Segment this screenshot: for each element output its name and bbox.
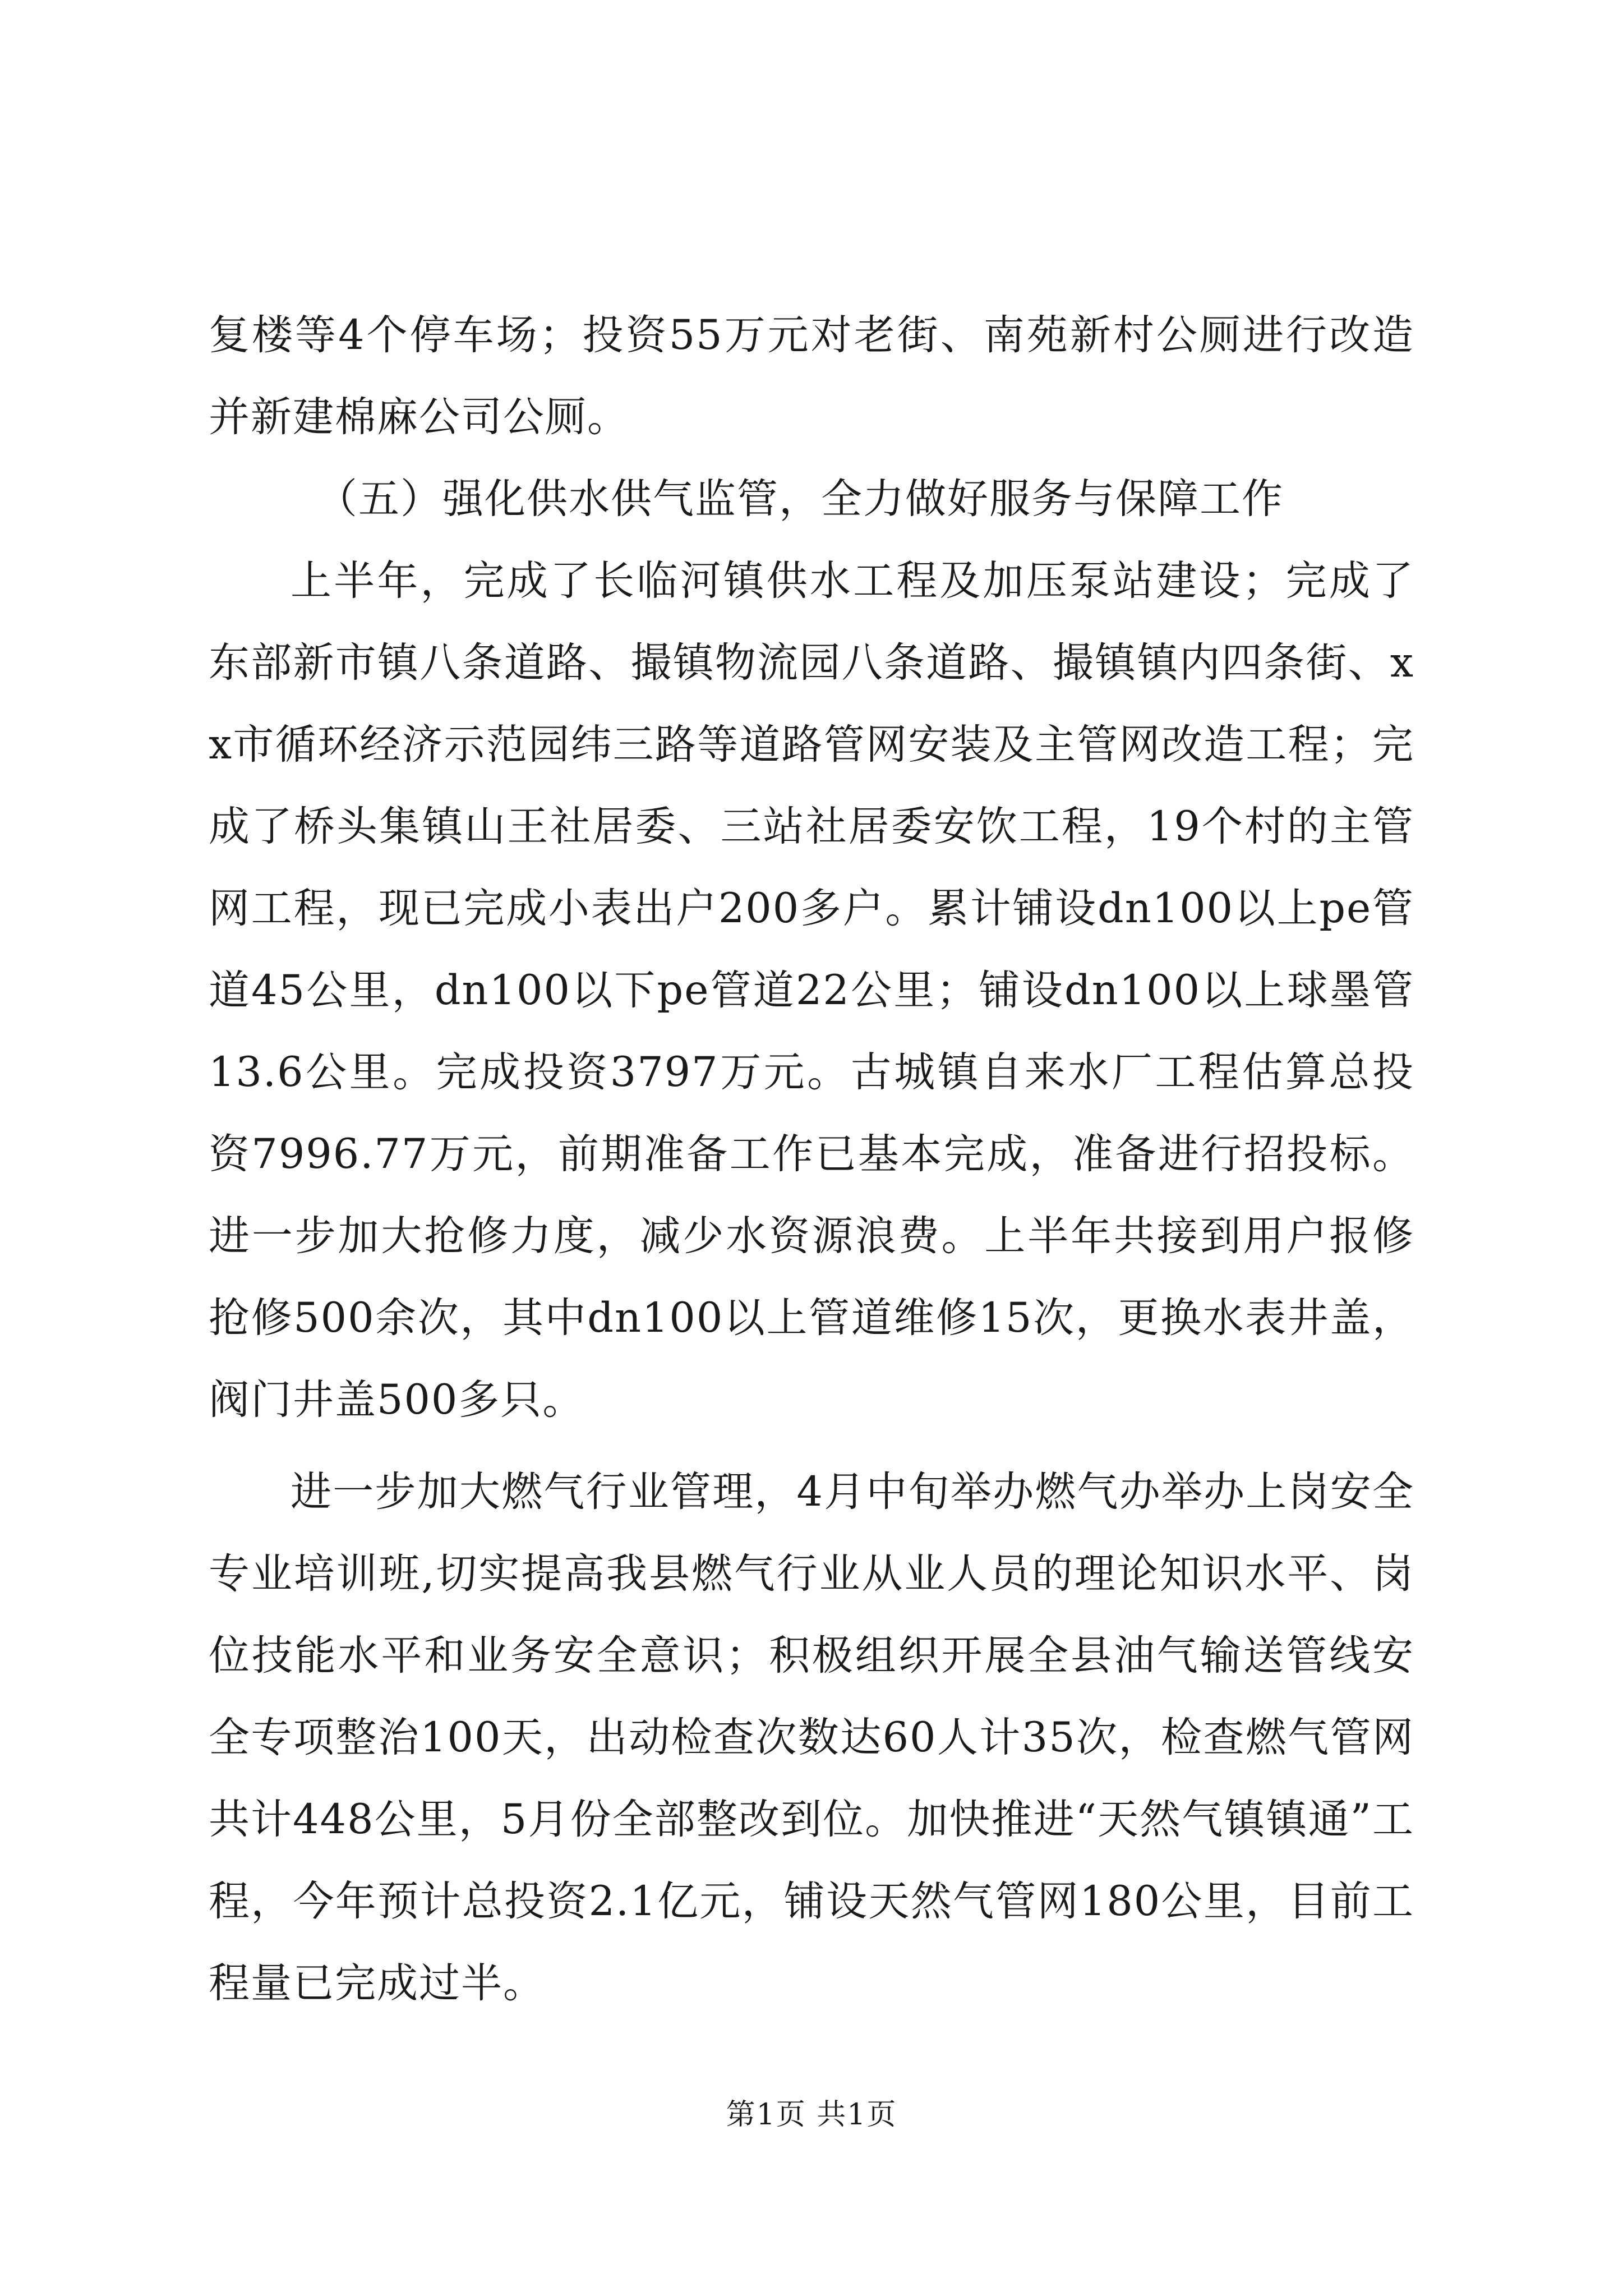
page-number-label: 第1页 共1页 <box>726 2098 897 2132</box>
section-heading-water-gas: （五）强化供水供气监管，全力做好服务与保障工作 <box>316 475 1284 523</box>
document-body <box>209 295 1414 2024</box>
page-footer <box>0 2095 1623 2134</box>
paragraph-parking-toilets: 复楼等4个停车场；投资55万元对老街、南苑新村公厕进行改造并新建棉麻公司公厕。 <box>209 311 1414 441</box>
paragraph-water-supply: 上半年，完成了长临河镇供水工程及加压泵站建设；完成了东部新市镇八条道路、撮镇物流园八条道路、撮镇镇内四条街、xx市循环经济示范园纬三路等道路管网安装及主管网改造工程；完成了桥头集镇山王社居委、三站社居委安饮工程，19个村的主管网工程，现已完成小表出户200多户。累计铺设dn100以上pe管道45公里，dn100以下pe管道22公里；铺设dn100以上球墨管13.6公里。完成投资3797万元。古城镇自来水厂工程估算总投资7996.77万元，前期准备工作已基本完成，准备进行招投标。进一步加大抢修力度，减少水资源浪费。上半年共接到用户报修抢修500余次，其中dn100以上管道维修15次，更换水表井盖，阀门井盖500多只。 <box>209 557 1414 1424</box>
paragraph-gas-management: 进一步加大燃气行业管理，4月中旬举办燃气办举办上岗安全专业培训班,切实提高我县燃气行业从业人员的理论知识水平、岗位技能水平和业务安全意识；积极组织开展全县油气输送管线安全专项整治100天，出动检查次数达60人计35次，检查燃气管网共计448公里，5月份全部整改到位。加快推进“天然气镇镇通”工程，今年预计总投资2.1亿元，铺设天然气管网180公里，目前工程量已完成过半。 <box>209 1468 1415 2007</box>
